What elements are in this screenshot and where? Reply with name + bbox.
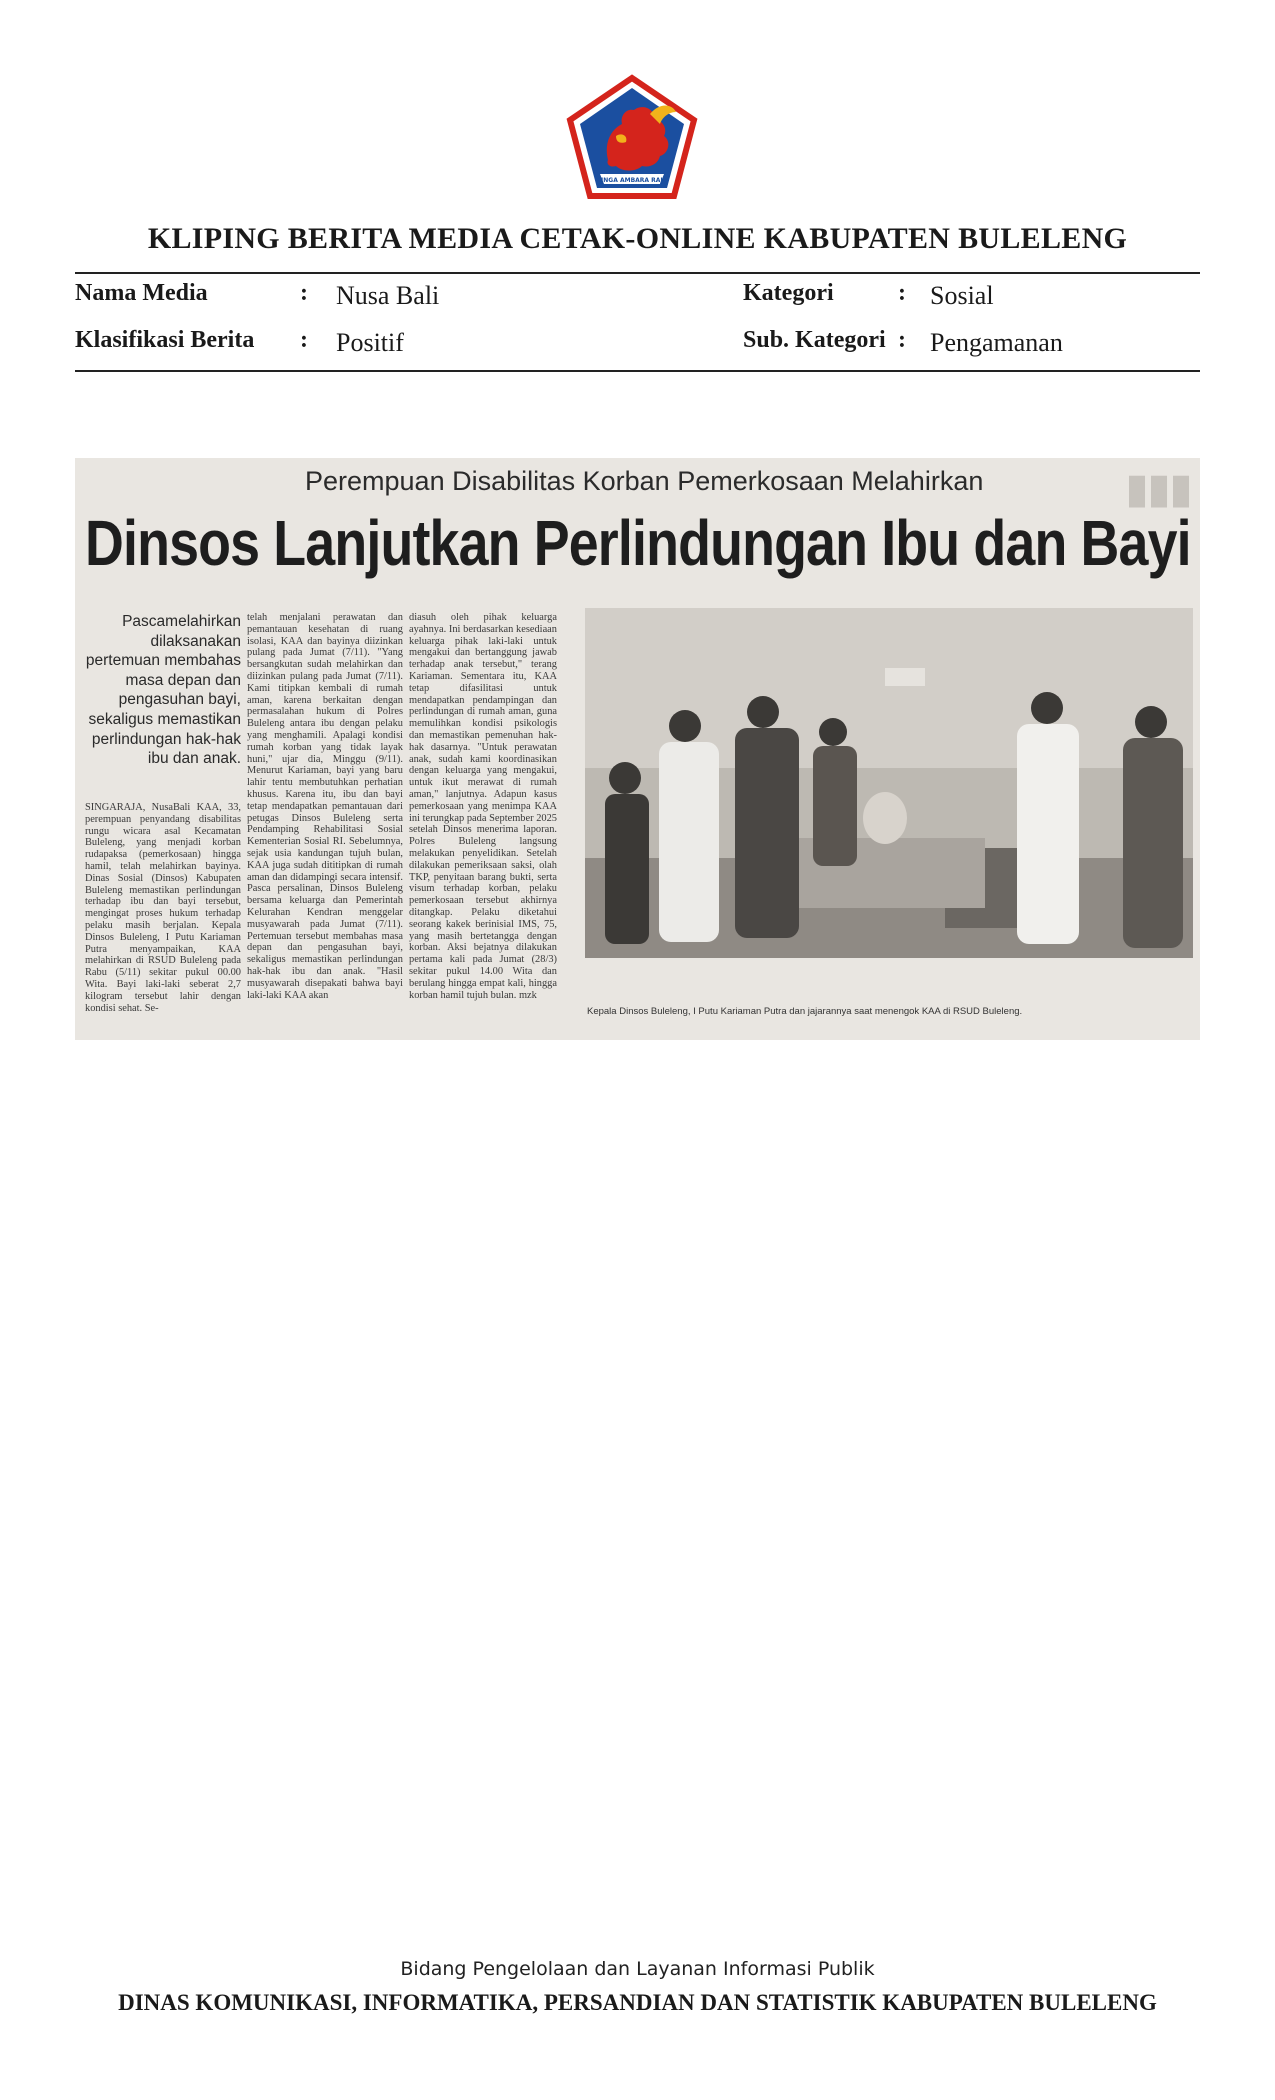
kategori-colon: : [898,280,906,306]
klasifikasi-label: Klasifikasi Berita [75,327,255,353]
subkategori-value: Pengamanan [930,328,1063,357]
article-column-2: telah menjalani perawatan dan pemantauan kesehatan di ruang isolasi, KAA dan bayinya diizinkan pulang pada Jumat (7/11). "Yang bersangkutan sudah melahirkan dan diizinkan pulang pada Jumat (7/11). Kami titipkan kembali di rumah aman, karena berkaitan dengan permasalahan hukum di Polres Buleleng antara ibu dengan pelaku yang menghamili. Apalagi kondisi rumah korban yang tidak layak huni," ujar dia, Minggu (9/11). Menurut Kariaman, bayi yang baru lahir tentu membutuhkan perhatian khusus. Karena itu, ibu dan bayi tetap mendapatkan pemantauan dari petugas Dinsos Buleleng serta Pendamping Rehabilitasi Sosial Kementerian Sosial RI. Sebelumnya, sejak usia kandungan tujuh bulan, KAA juga sudah dititipkan di rumah aman dan didampingi secara intensif. Pasca persalinan, Dinsos Buleleng bersama keluarga dan Pemerintah Kelurahan Kendran menggelar musyawarah pada Jumat (7/11). Pertemuan tersebut membahas masa depan dan pengasuhan bayi, sekaligus memastikan perlindungan hak-hak ibu dan anak. "Hasil musyawarah disepakati bahwa bayi laki-laki KAA akan [247,612,403,1001]
article-headline: Dinsos Lanjutkan Perlindungan Ibu dan Bayi [85,507,1191,579]
media-label: Nama Media [75,280,208,306]
singa-ambara-raja-crest-icon [564,74,700,202]
photo-caption: Kepala Dinsos Buleleng, I Putu Kariaman Putra dan jajarannya saat menengok KAA di RSUD Buleleng. [587,1006,1023,1017]
header-divider-top [75,272,1200,274]
logo-text: SINGA AMBARA RAJA [596,177,668,184]
article-column-1: SINGARAJA, NusaBali KAA, 33, perempuan penyandang disabilitas rungu wicara asal Kecamatan Buleleng, yang menjadi korban rudapaksa (pemerkosaan) hingga hamil, telah melahirkan bayinya. Dinas Sosial (Dinsos) Kabupaten Buleleng memastikan perlindungan terhadap ibu dan bayi tersebut, mengingat proses hukum terhadap pelaku masih berjalan. Kepala Dinsos Buleleng, I Putu Kariaman Putra menyampaikan, KAA melahirkan di RSUD Buleleng pada Rabu (5/11) sekitar pukul 00.00 Wita. Bayi laki-laki seberat 2,7 kilogram tersebut lahir dengan kondisi sehat. Se- [85,802,241,1014]
footer-agency: DINAS KOMUNIKASI, INFORMATIKA, PERSANDIAN DAN STATISTIK KABUPATEN BULELENG [118,1990,1157,2015]
header-divider-bottom [75,370,1200,372]
news-clipping [75,458,1200,1040]
logo [564,74,700,202]
subkategori-label: Sub. Kategori [743,327,886,353]
page-title: KLIPING BERITA MEDIA CETAK-ONLINE KABUPATEN BULELENG [147,222,1128,255]
article-photo [585,608,1193,958]
article-column-3: diasuh oleh pihak keluarga ayahnya. Ini berdasarkan kesediaan keluarga pihak laki-laki untuk mengakui dan bertanggung jawab terhadap anak tersebut," terang Kariaman. Sementara itu, KAA tetap difasilitasi untuk mendapatkan pendampingan dan perlindungan di rumah aman, guna memulihkan kondisi psikologis dan memastikan pemenuhan hak-hak dasarnya. "Untuk perawatan anak, sudah kami koordinasikan dengan keluarga yang mengakui, untuk ikut merawat di rumah aman," lanjutnya. Adapun kasus pemerkosaan yang menimpa KAA ini terungkap pada September 2025 setelah Dinsos menerima laporan. Polres Buleleng langsung melakukan penyelidikan. Setelah dilakukan pemeriksaan saksi, olah TKP, penyitaan barang bukti, serta visum terhadap korban, pelaku pemerkosaan tersebut akhirnya ditangkap. Pelaku diketahui seorang kakek berinisial IMS, 75, yang masih bertetangga dengan korban. Aksi bejatnya dilakukan pertama kali pada Jumat (28/3) sekitar pukul 14.00 Wita dan berulang hingga empat kali, hingga korban hamil tujuh bulan. mzk [409,612,557,1001]
klasifikasi-colon: : [300,327,308,353]
kategori-value: Sosial [930,281,994,310]
media-colon: : [300,280,308,306]
media-value: Nusa Bali [336,281,440,310]
klasifikasi-value: Positif [336,328,404,357]
footer-department: Bidang Pengelolaan dan Layanan Informasi Publik [400,1958,875,1980]
subkategori-colon: : [898,327,906,353]
article-lead: Pascamelahirkan dilaksanakan pertemuan membahas masa depan dan pengasuhan bayi, sekaligus memastikan perlindungan hak-hak ibu dan anak. [85,613,241,768]
adjacent-article-ghost: ▮▮▮ [1125,467,1192,511]
kategori-label: Kategori [743,280,834,306]
article-kicker: Perempuan Disabilitas Korban Pemerkosaan Melahirkan [305,466,984,496]
